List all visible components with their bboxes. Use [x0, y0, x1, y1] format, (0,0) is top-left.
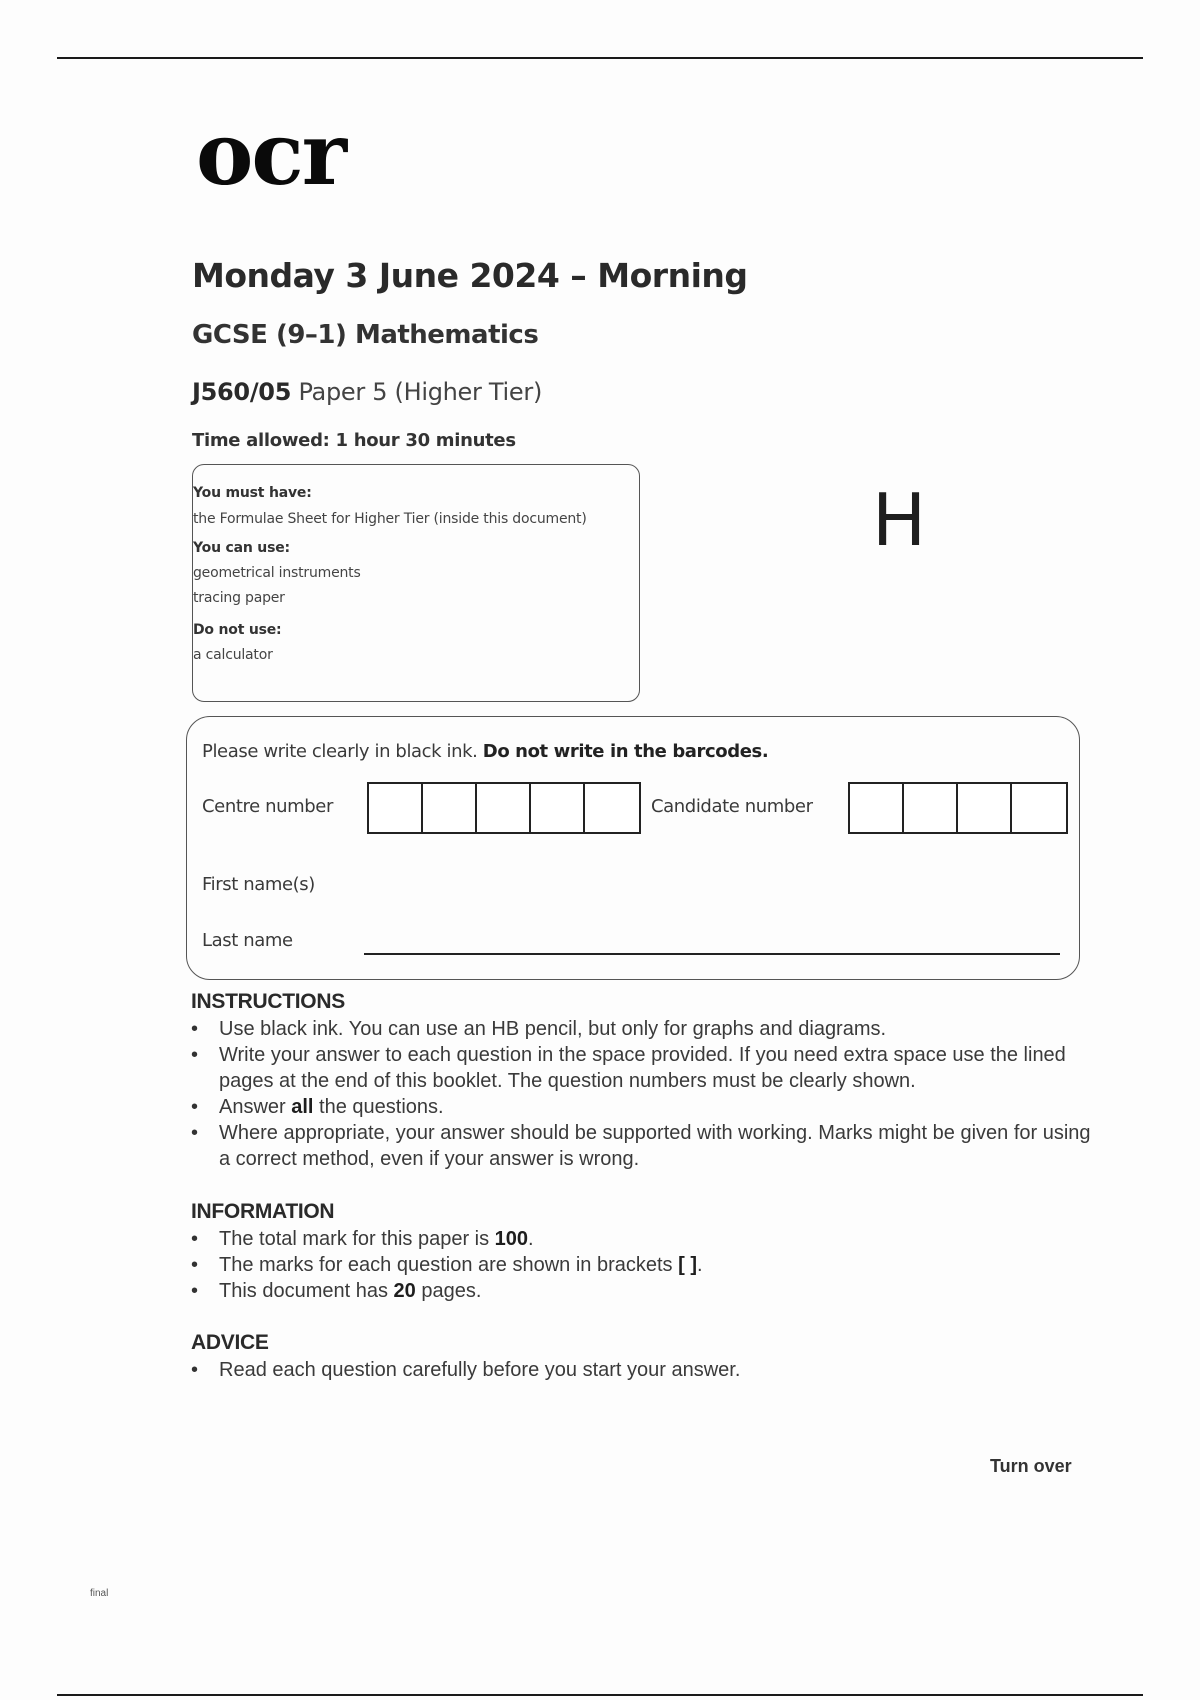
- page-count: 20: [393, 1280, 416, 1302]
- candidate-digit-box[interactable]: [904, 784, 958, 832]
- information-heading: INFORMATION: [191, 1200, 335, 1223]
- paper-code: J560/05: [192, 378, 292, 406]
- information-item: [191, 1278, 1099, 1304]
- instructions-heading: INSTRUCTIONS: [191, 990, 345, 1013]
- centre-number-field[interactable]: [367, 782, 641, 834]
- ink-instruction: [202, 741, 768, 762]
- turn-over-label: Turn over: [990, 1456, 1072, 1476]
- last-name-field[interactable]: [364, 953, 1060, 955]
- advice-heading: ADVICE: [191, 1331, 269, 1354]
- candidate-number-label: Candidate number: [651, 796, 813, 817]
- instructions-section: [191, 990, 1099, 1172]
- brackets-symbol: [ ]: [678, 1254, 698, 1276]
- information-text: This document has: [219, 1280, 394, 1302]
- can-use-item: geometrical instruments: [193, 565, 361, 581]
- must-have-label: You must have:: [193, 485, 312, 501]
- advice-section: [191, 1331, 1099, 1383]
- version-mark: final: [90, 1588, 109, 1599]
- centre-digit-box[interactable]: [477, 784, 531, 832]
- must-have-item: the Formulae Sheet for Higher Tier (inside this document): [193, 511, 587, 527]
- instruction-emphasis: all: [291, 1096, 314, 1118]
- instruction-item: • Use black ink. You can use an HB pencil, but only for graphs and diagrams.: [191, 1016, 1099, 1042]
- requirements-box: [192, 464, 640, 702]
- centre-digit-box[interactable]: [585, 784, 639, 832]
- candidate-digit-box[interactable]: [1012, 784, 1066, 832]
- instruction-item: • Write your answer to each question in the space provided. If you need extra space use the lined pages at the end of this booklet. The question numbers must be clearly shown.: [191, 1042, 1099, 1094]
- exam-date: Monday 3 June 2024 – Morning: [192, 256, 748, 295]
- information-item: [191, 1252, 1099, 1278]
- information-item: [191, 1226, 1099, 1252]
- information-section: [191, 1200, 1099, 1304]
- total-marks: 100: [494, 1228, 529, 1250]
- paper-title: [192, 378, 542, 406]
- ocr-logo: ocr: [196, 104, 346, 205]
- instruction-item: • Where appropriate, your answer should be supported with working. Marks might be given for using a correct method, even if your answer is wrong.: [191, 1120, 1099, 1172]
- information-text: The total mark for this paper is: [219, 1228, 495, 1250]
- bottom-rule: [57, 1694, 1143, 1696]
- information-text: .: [528, 1228, 534, 1250]
- do-not-use-label: Do not use:: [193, 622, 282, 638]
- tier-letter: H: [872, 478, 927, 562]
- centre-digit-box[interactable]: [369, 784, 423, 832]
- advice-item: • Read each question carefully before you start your answer.: [191, 1357, 1099, 1383]
- information-text: The marks for each question are shown in brackets: [219, 1254, 679, 1276]
- instruction-text: Answer: [219, 1096, 292, 1118]
- barcode-warning: Do not write in the barcodes.: [482, 741, 769, 762]
- candidate-digit-box[interactable]: [958, 784, 1012, 832]
- can-use-item: tracing paper: [193, 590, 285, 606]
- paper-name: Paper 5 (Higher Tier): [298, 378, 543, 406]
- instruction-item: [191, 1094, 1099, 1120]
- can-use-label: You can use:: [193, 540, 290, 556]
- last-name-label: Last name: [202, 930, 293, 951]
- centre-digit-box[interactable]: [531, 784, 585, 832]
- time-allowed: Time allowed: 1 hour 30 minutes: [192, 430, 516, 451]
- instruction-text: the questions.: [313, 1096, 444, 1118]
- centre-digit-box[interactable]: [423, 784, 477, 832]
- ink-instruction-text: Please write clearly in black ink.: [202, 741, 483, 762]
- centre-number-label: Centre number: [202, 796, 333, 817]
- candidate-number-field[interactable]: [848, 782, 1068, 834]
- information-text: .: [697, 1254, 703, 1276]
- exam-subject: GCSE (9–1) Mathematics: [192, 320, 539, 350]
- do-not-use-item: a calculator: [193, 647, 273, 663]
- candidate-digit-box[interactable]: [850, 784, 904, 832]
- information-text: pages.: [415, 1280, 482, 1302]
- top-rule: [57, 57, 1143, 59]
- first-name-label: First name(s): [202, 874, 315, 895]
